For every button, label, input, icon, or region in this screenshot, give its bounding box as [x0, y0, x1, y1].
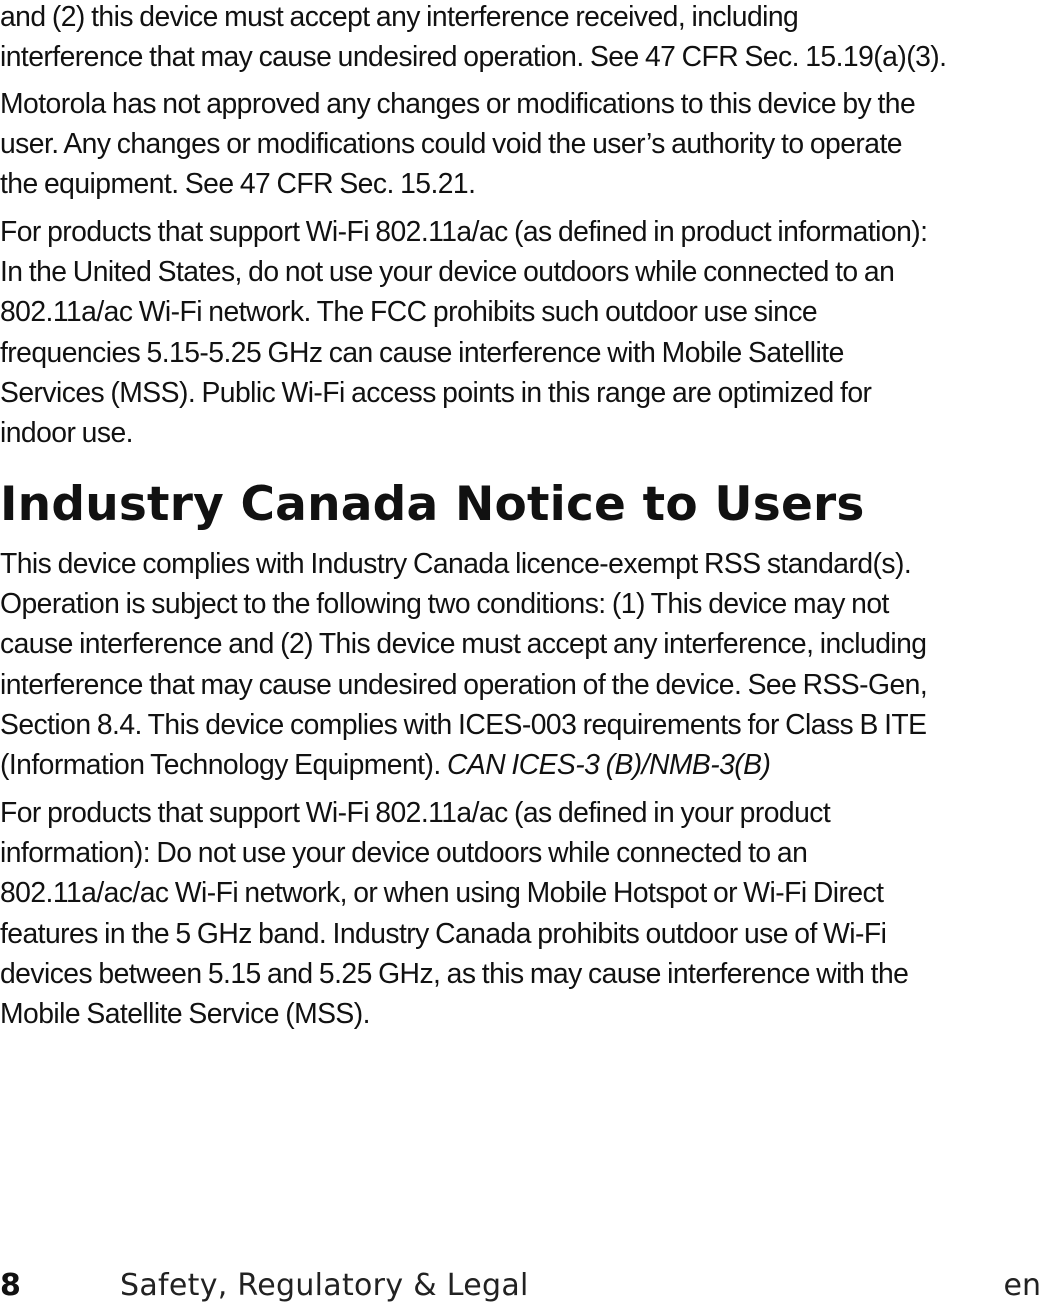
text-line — [0, 744, 1043, 784]
page-number: 8 — [0, 1268, 21, 1303]
text-line: Operation is subject to the following two conditions: (1) This device may not — [0, 587, 889, 620]
page-footer — [0, 1262, 1043, 1310]
text-line: devices between 5.15 and 5.25 GHz, as this may cause interference with the — [0, 956, 909, 989]
text-line: For products that support Wi-Fi 802.11a/ac (as defined in your product — [0, 796, 831, 828]
text-line: frequencies 5.15-5.25 GHz can cause interference with Mobile Satellite — [0, 335, 844, 368]
language-code: en — [1003, 1268, 1041, 1303]
paragraph-modifications — [0, 83, 1043, 204]
footer-section-title: Safety, Regulatory & Legal — [120, 1268, 529, 1303]
section-heading: Industry Canada Notice to Users — [0, 477, 865, 532]
text-line: 802.11a/ac Wi-Fi network. The FCC prohibits such outdoor use since — [0, 295, 818, 328]
text-line: Motorola has not approved any changes or modifications to this device by the — [0, 87, 916, 119]
paragraph-wifi-us — [0, 211, 1043, 452]
paragraph-wifi-canada — [0, 792, 1043, 1033]
text-line: and (2) this device must accept any interference received, including — [0, 0, 799, 32]
text-line: For products that support Wi-Fi 802.11a/ac (as defined in product information): — [0, 215, 928, 247]
text-line: user. Any changes or modifications could void the user’s authority to operate — [0, 127, 902, 160]
text-line: the equipment. See 47 CFR Sec. 15.21. — [0, 167, 476, 200]
text-line: information): Do not use your device outdoors while connected to an — [0, 836, 808, 869]
text-segment: (Information Technology Equipment). — [0, 748, 447, 781]
text-line: 802.11a/ac/ac Wi-Fi network, or when using Mobile Hotspot or Wi-Fi Direct — [0, 876, 884, 909]
text-line: Mobile Satellite Service (MSS). — [0, 997, 370, 1030]
text-line: Section 8.4. This device complies with ICES-003 requirements for Class B ITE — [0, 707, 927, 740]
paragraph-industry-canada — [0, 543, 1043, 784]
text-line: In the United States, do not use your device outdoors while connected to an — [0, 255, 895, 288]
text-line: cause interference and (2) This device must accept any interference, including — [0, 627, 927, 660]
text-line: interference that may cause undesired operation of the device. See RSS-Gen, — [0, 667, 928, 700]
text-line: This device complies with Industry Canada licence-exempt RSS standard(s). — [0, 547, 912, 579]
text-line: indoor use. — [0, 416, 133, 449]
paragraph-fcc-conditions — [0, 0, 1043, 76]
text-line: features in the 5 GHz band. Industry Canada prohibits outdoor use of Wi-Fi — [0, 916, 887, 949]
ices-code: CAN ICES-3 (B)/NMB-3(B) — [446, 748, 771, 781]
text-line: interference that may cause undesired operation. See 47 CFR Sec. 15.19(a)(3). — [0, 40, 947, 73]
text-line: Services (MSS). Public Wi-Fi access points in this range are optimized for — [0, 375, 872, 408]
